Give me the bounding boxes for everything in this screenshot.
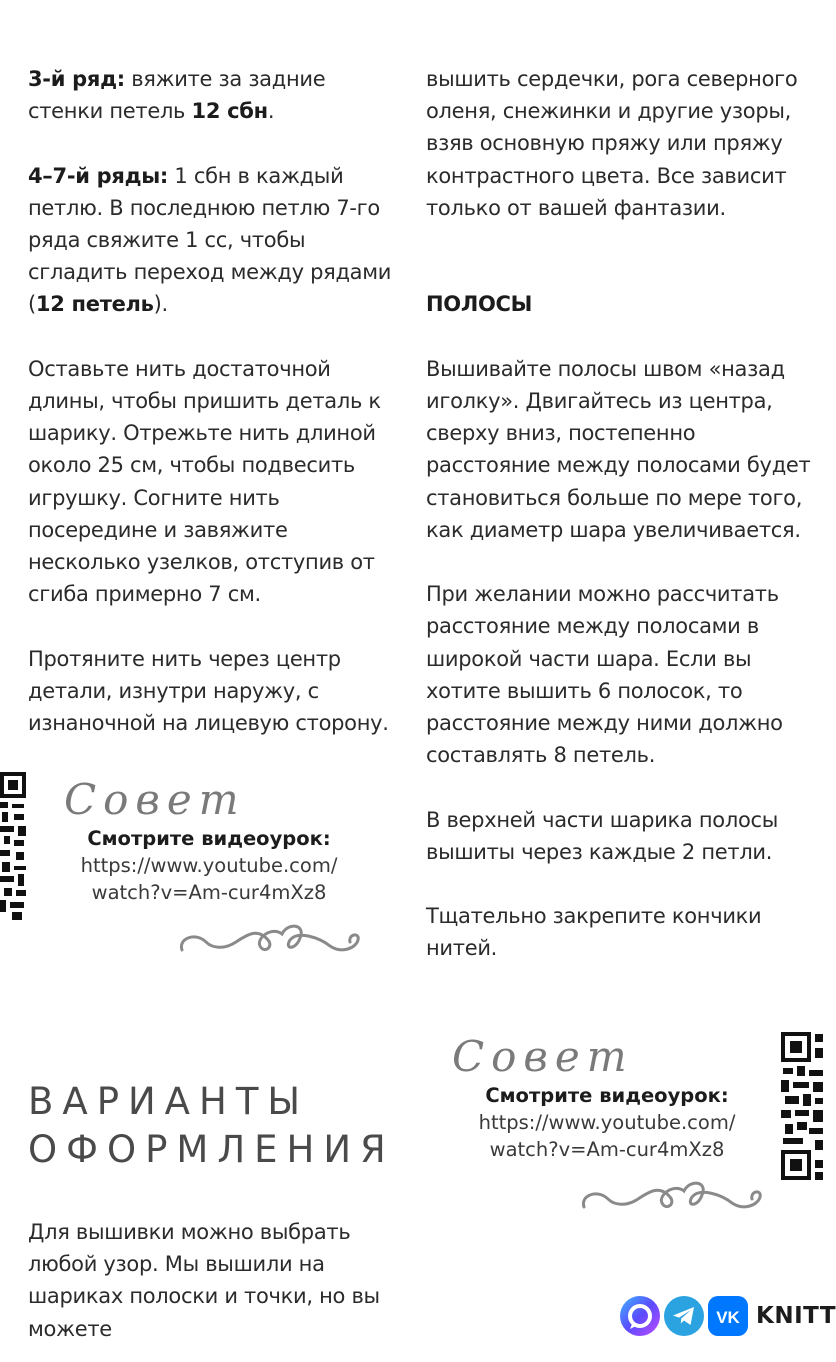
vk-icon[interactable] xyxy=(708,1296,748,1336)
advice-title: Совет xyxy=(64,775,246,824)
left-column xyxy=(28,63,400,739)
telegram-icon[interactable] xyxy=(664,1296,704,1336)
rows47-count: 12 петель xyxy=(35,292,154,317)
row3-text: вяжите за задние стенки петель xyxy=(28,67,326,124)
advice-box xyxy=(452,1032,762,1221)
rows47-paragraph xyxy=(28,160,400,321)
advice-watch-label: Смотрите видеоурок: xyxy=(485,1084,729,1107)
brand-name: KNITT xyxy=(756,1303,836,1329)
advice-box xyxy=(64,775,354,964)
rows47-label: 4–7-й ряды: xyxy=(28,163,169,188)
variants-paragraph xyxy=(28,1216,400,1345)
calc-paragraph: При желании можно рассчитать расстояние между полосами в широкой части шара. Если вы хотите вышить 6 полосок, то расстояние между ними должно составлять 8 петель. xyxy=(426,582,783,768)
qr-code-icon[interactable] xyxy=(779,1030,823,1182)
row3-label: 3-й ряд: xyxy=(28,67,125,91)
leave-thread-paragraph: Оставьте нить достаточной длины, чтобы пришить деталь к шарику. Отрежьте нить длиной около 25 см, чтобы подвесить игрушку. Согните нить посередине и завяжите несколько узелков, отступив от сгиба примерно 7 см. xyxy=(28,356,381,607)
qr-code-icon[interactable] xyxy=(0,770,30,922)
embroider-paragraph: вышить сердечки, рога северного оленя, снежинки и другие узоры, взяв основную пряжу или пряжу контрастного цвета. Все зависит только от вашей фантазии. xyxy=(426,67,798,220)
advice-watch-label: Смотрите видеоурок: xyxy=(87,827,331,850)
advice-url-line1[interactable]: https://www.youtube.com/ xyxy=(478,1111,736,1134)
advice-title: Совет xyxy=(452,1032,634,1081)
pull-thread-paragraph: Протяните нить через центр детали, изнутри наружу, с изнаночной на лицевую сторону. xyxy=(28,646,389,736)
secure-paragraph: Тщательно закрепите кончики нитей. xyxy=(426,904,762,961)
rows47-text: 1 сбн в каждый петлю. В последнюю петлю 7-го ряда свяжите 1 сс, чтобы сгладить переход между рядами ( xyxy=(28,163,392,317)
footer-social xyxy=(620,1294,836,1338)
right-column xyxy=(426,63,818,965)
flourish-icon xyxy=(574,1169,774,1221)
variants-text: Для вышивки можно выбрать любой узор. Мы вышили на шариках полоски и точки, но вы можете xyxy=(28,1220,380,1341)
svg-text:VK: VK xyxy=(716,1308,740,1327)
advice-url-line2[interactable]: watch?v=Am-cur4mXz8 xyxy=(489,1138,725,1161)
stripes-heading: ПОЛОСЫ xyxy=(426,292,533,317)
stripes-paragraph: Вышивайте полосы швом «назад иголку». Двигайтесь из центра, сверху вниз, постепенно расстояние между полосами будет становиться больше по мере того, как диаметр шара увеличивается. xyxy=(426,356,811,542)
row3-count: 12 сбн xyxy=(191,99,268,124)
row3-end: . xyxy=(267,99,275,124)
max-icon[interactable] xyxy=(620,1296,660,1336)
advice-url-line1[interactable]: https://www.youtube.com/ xyxy=(80,854,338,877)
top-part-paragraph: В верхней части шарика полосы вышиты через каждые 2 петли. xyxy=(426,807,779,864)
rows47-end: ). xyxy=(153,292,168,317)
flourish-icon xyxy=(172,912,372,964)
variants-title xyxy=(28,1078,395,1174)
variants-title-line1: ВАРИАНТЫ xyxy=(28,1080,310,1123)
row3-paragraph xyxy=(28,63,400,127)
advice-url-line2[interactable]: watch?v=Am-cur4mXz8 xyxy=(91,881,327,904)
variants-title-line2: ОФОРМЛЕНИЯ xyxy=(28,1128,395,1171)
